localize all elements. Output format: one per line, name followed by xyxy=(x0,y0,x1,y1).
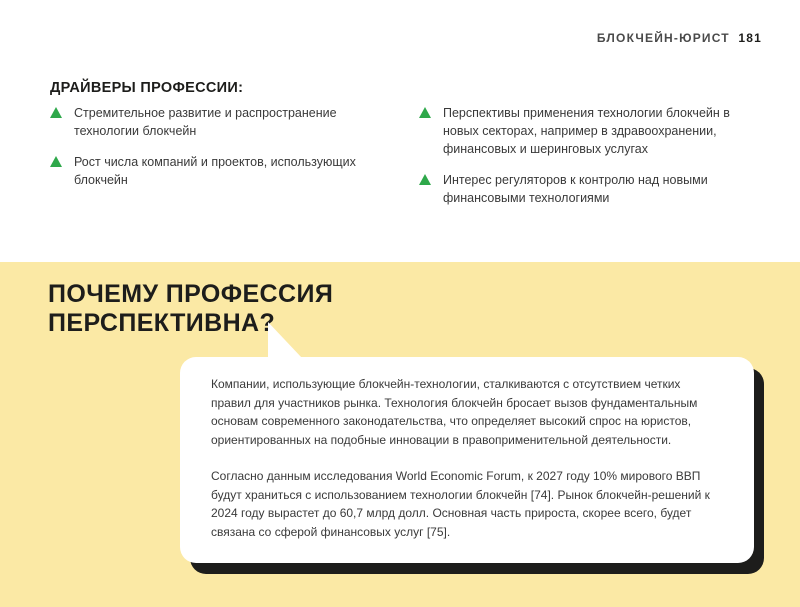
drivers-heading: ДРАЙВЕРЫ ПРОФЕССИИ: xyxy=(50,80,244,96)
speech-bubble-text xyxy=(211,375,711,559)
why-paragraph: Согласно данным исследования World Economic Forum, к 2027 году 10% мирового ВВП будут храниться с использованием технологии блокчейн [74]. Рынок блокчейн-решений к 2024 году вырастет до 60,7 млрд долл. Основная часть прироста, скорее всего, будет связана со сферой финансовых услуг [75]. xyxy=(211,469,710,539)
driver-item-text: Стремительное развитие и распространение технологии блокчейн xyxy=(74,106,337,138)
why-heading-line: ПОЧЕМУ ПРОФЕССИЯ xyxy=(48,280,334,308)
green-triangle-bullet-icon xyxy=(50,156,62,167)
drivers-list-right xyxy=(419,104,759,220)
driver-item xyxy=(50,153,374,189)
driver-item-text: Перспективы применения технологии блокчейн в новых секторах, например в здравоохранении, финансовых и шеринговых услугах xyxy=(443,106,730,156)
green-triangle-bullet-icon xyxy=(419,174,431,185)
running-header-title: БЛОКЧЕЙН-ЮРИСТ xyxy=(596,31,730,45)
driver-item-text: Рост числа компаний и проектов, использующих блокчейн xyxy=(74,155,356,187)
green-triangle-bullet-icon xyxy=(50,107,62,118)
driver-item-text: Интерес регуляторов к контролю над новыми финансовыми технологиями xyxy=(443,173,708,205)
driver-item xyxy=(419,104,763,158)
green-triangle-bullet-icon xyxy=(419,107,431,118)
driver-item xyxy=(419,171,743,207)
page-number: 181 xyxy=(738,31,762,45)
drivers-list-left xyxy=(50,104,390,202)
running-header xyxy=(597,31,762,45)
why-paragraph: Компании, использующие блокчейн-технологии, сталкиваются с отсутствием четких правил для участников рынка. Технология блокчейн бросает вызов фундаментальным основам современного законодательства, что определяет высокий спрос на юристов, ориентированных на подобные инновации в правоприменительной деятельности. xyxy=(211,377,698,447)
speech-bubble-tail xyxy=(268,322,302,358)
why-heading-line: ПЕРСПЕКТИВНА? xyxy=(48,309,276,337)
driver-item xyxy=(50,104,404,140)
